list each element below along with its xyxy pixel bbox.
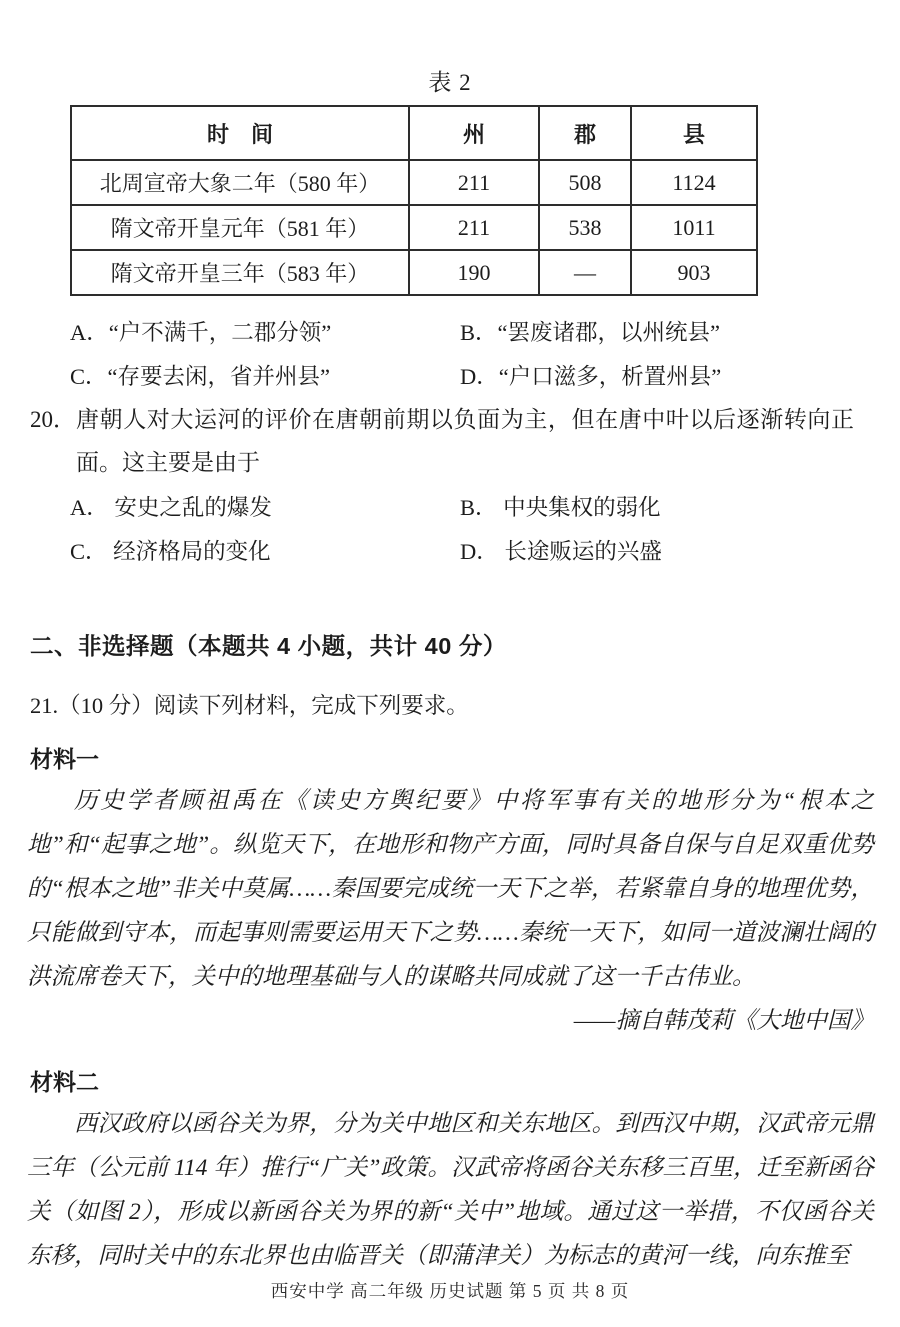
table-row [71, 205, 757, 250]
q19-options-row-ab [70, 309, 860, 353]
q21-intro: 21.（10 分）阅读下列材料，完成下列要求。 [30, 693, 469, 718]
q20-number: 20． [30, 407, 76, 432]
material-2-label: 材料二 [30, 1069, 99, 1095]
cell-period: 北周宣帝大象二年（580 年） [71, 160, 409, 205]
cell-jun: 508 [539, 160, 631, 205]
table-caption: 表 2 [428, 70, 472, 95]
cell-zhou: 211 [409, 205, 539, 250]
q20-option-d: D． 长途贩运的兴盛 [460, 539, 662, 564]
cell-jun: 538 [539, 205, 631, 250]
cell-xian: 1011 [631, 205, 757, 250]
q19-option-a: A．“户不满千，二郡分领” [70, 320, 332, 345]
material-2-text: 西汉政府以函谷关为界，分为关中地区和关东地区。到西汉中期，汉武帝元鼎三年（公元前 114 年）推行“广关”政策。汉武帝将函谷关东移三百里，迁至新函谷关（如图 2），形成以新函谷关为界的新“关中”地域。通过这一举措，不仅函谷关东移，同时关中的东北界也由临晋关（即蒲津关）为标志的黄河一线，向东推至 [27, 1111, 874, 1269]
cell-xian: 903 [631, 250, 757, 295]
page-footer: 西安中学 高二年级 历史试题 第 5 页 共 8 页 [270, 1281, 630, 1301]
cell-zhou: 190 [409, 250, 539, 295]
q19-option-b: B．“罢废诸郡，以州统县” [460, 320, 720, 345]
q19-option-c: C．“存要去闲，省并州县” [70, 364, 330, 389]
q20-option-b: B． 中央集权的弱化 [460, 495, 661, 520]
material-1-text: 历史学者顾祖禹在《读史方舆纪要》中将军事有关的地形分为“根本之地”和“起事之地”。纵览天下，在地形和物产方面，同时具备自保与自足双重优势的“根本之地”非关中莫属……秦国要完成统一天下之举，若紧靠自身的地理优势，只能做到守本，而起事则需要运用天下之势……秦统一天下，如同一道波澜壮阔的洪流席卷天下，关中的地理基础与人的谋略共同成就了这一千古伟业。 [27, 788, 874, 990]
col-header-jun: 郡 [539, 106, 631, 160]
table-header-row [71, 106, 757, 160]
q20-stem: 唐朝人对大运河的评价在唐朝前期以负面为主，但在唐中叶以后逐渐转向正面。这主要是由于 [76, 407, 854, 475]
cell-period: 隋文帝开皇三年（583 年） [71, 250, 409, 295]
cell-period: 隋文帝开皇元年（581 年） [71, 205, 409, 250]
col-header-time: 时 间 [71, 106, 409, 160]
dynasty-admin-table [70, 105, 758, 296]
q20-option-a: A． 安史之乱的爆发 [70, 495, 272, 520]
q19-options-row-cd [70, 353, 860, 397]
question-20 [30, 398, 900, 484]
q20-options-row-cd [70, 528, 860, 572]
q20-option-c: C． 经济格局的变化 [70, 539, 271, 564]
material-1-label: 材料一 [30, 746, 99, 772]
cell-jun: — [539, 250, 631, 295]
col-header-zhou: 州 [409, 106, 539, 160]
col-header-xian: 县 [631, 106, 757, 160]
q20-options [70, 484, 860, 572]
cell-xian: 1124 [631, 160, 757, 205]
table-row [71, 250, 757, 295]
material-1-source: ——摘自韩茂莉《大地中国》 [573, 1008, 874, 1034]
cell-zhou: 211 [409, 160, 539, 205]
table-row [71, 160, 757, 205]
q20-options-row-ab [70, 484, 860, 528]
section-2-heading: 二、非选择题（本题共 4 小题，共计 40 分） [30, 633, 507, 659]
q19-option-d: D．“户口滋多，析置州县” [460, 364, 722, 389]
q19-options [70, 309, 860, 397]
